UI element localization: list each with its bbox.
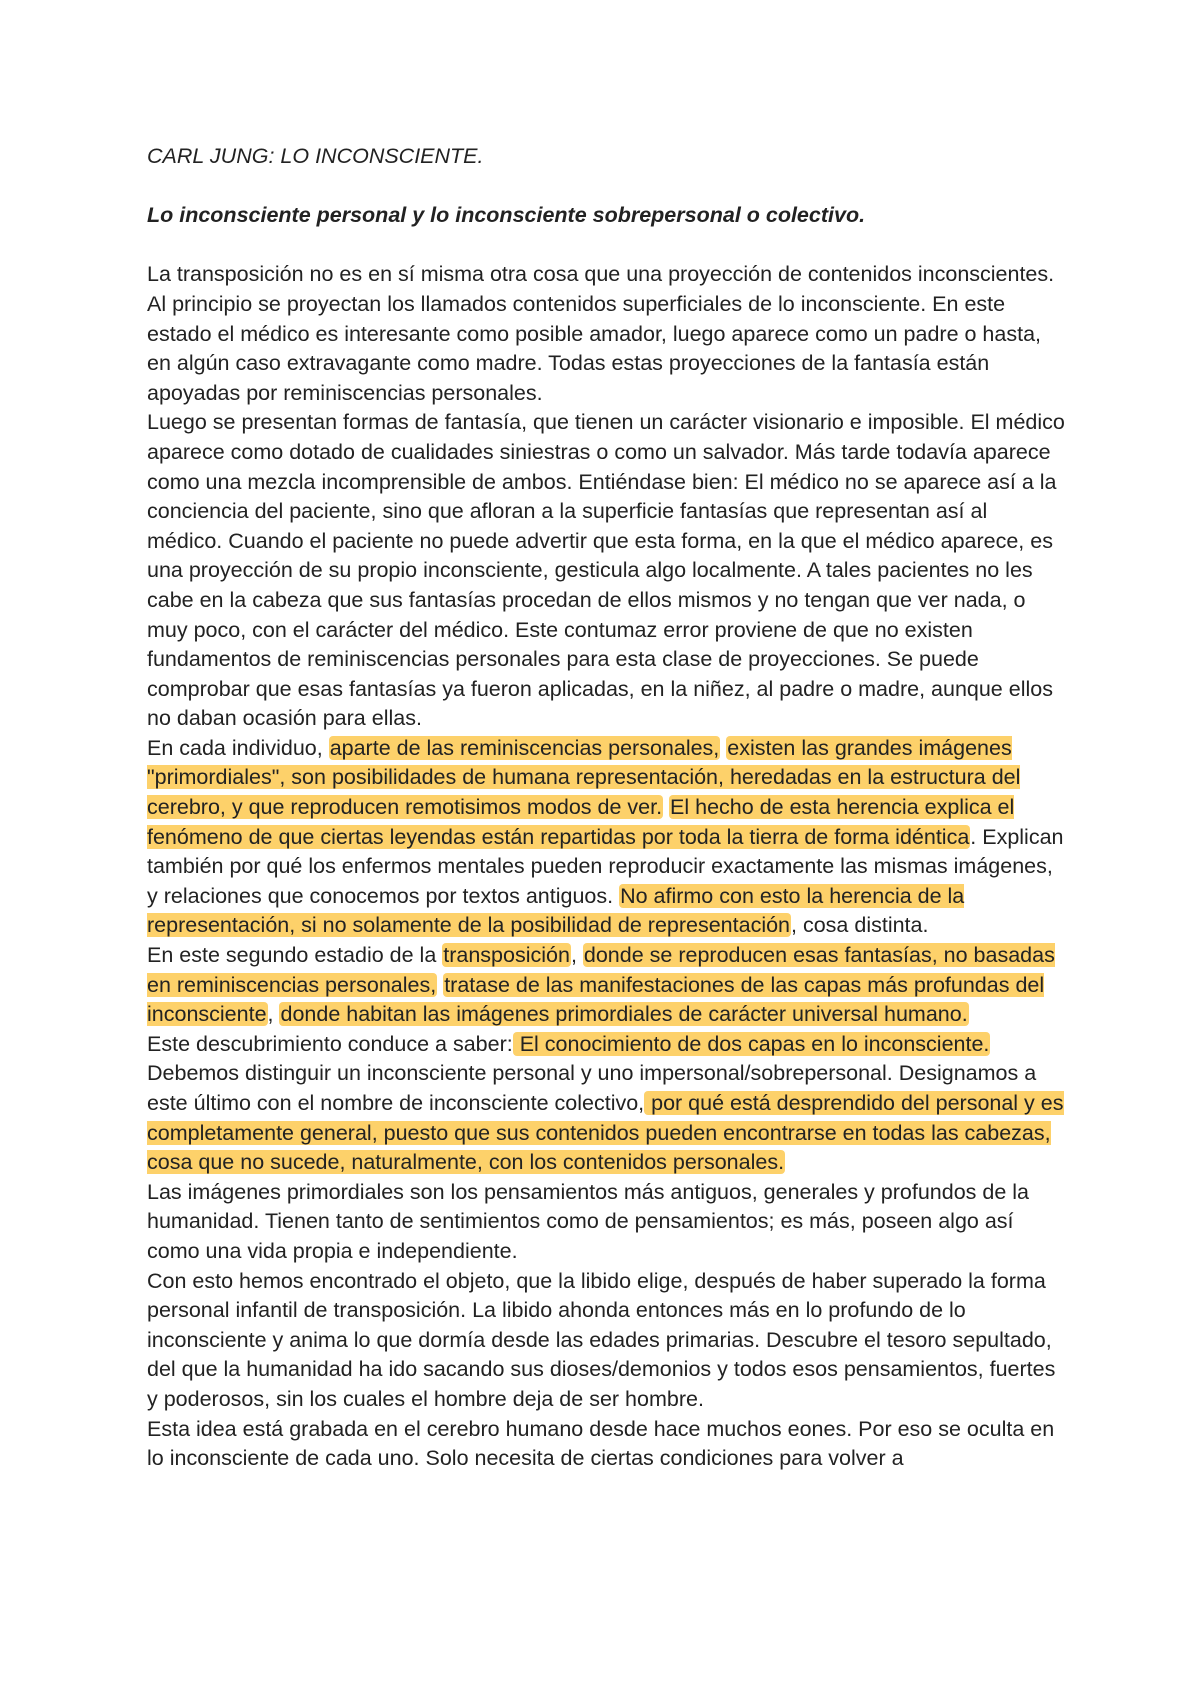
text-segment: Luego se presentan formas de fantasía, que tienen un carácter visionario e imposible. El médico aparece como dotado de cualidades siniestras o como un salvador. Más tarde todavía aparece como una mezcla incomprensible de ambos. Entiéndase bien: El médico no se aparece así a la conciencia del paciente, sino que afloran a la superficie fantasías que representan así al médico. Cuando el paciente no puede advertir que esta forma, en la que el médico aparece, es una proyección de su propio inconsciente, gesticula algo localmente. A tales pacientes no les cabe en la cabeza que sus fantasías procedan de ellos mismos y no tengan que ver nada, o muy poco, con el carácter del médico. Este contumaz error proviene de que no existen fundamentos de reminiscencias personales para esta clase de proyecciones. Se puede comprobar que esas fantasías ya fueron aplicadas, en la niñez, al padre o madre, aunque ellos no daban ocasión para ellas. — [147, 410, 1065, 731]
paragraph — [147, 941, 1067, 1030]
highlighted-text: transposición — [443, 943, 570, 968]
highlighted-text: aparte de las reminiscencias personales, — [329, 735, 720, 760]
text-segment: Las imágenes primordiales son los pensamientos más antiguos, generales y profundos de la humanidad. Tienen tanto de sentimientos como de pensamientos; es más, poseen algo así como una vida propia e independiente. — [147, 1179, 1030, 1263]
paragraph — [147, 1415, 1067, 1474]
paragraph — [147, 734, 1067, 941]
paragraph-list — [147, 260, 1067, 1473]
text-segment: , — [267, 1002, 280, 1027]
highlighted-text: existen las grandes imágenes "primordiales", son posibilidades de humana representación, heredadas en la estructura del cerebro, y que reproducen remotisimos modos de ver. — [147, 735, 1021, 820]
document-subtitle: Lo inconsciente personal y lo inconsciente sobrepersonal o colectivo. — [147, 203, 866, 228]
paragraph — [147, 1059, 1067, 1177]
highlighted-text: El hecho de esta herencia explica el fenómeno de que ciertas leyendas están repartidas por toda la tierra de forma idéntica — [147, 795, 1015, 849]
text-segment: Debemos distinguir un inconsciente personal y uno impersonal/sobrepersonal. Designamos a este último con el nombre de inconsciente colectivo, — [147, 1061, 1037, 1115]
text-segment: Con esto hemos encontrado el objeto, que la libido elige, después de haber superado la forma personal infantil de transposición. La libido ahonda entonces más en lo profundo de lo inconsciente y anima lo que dormía desde las edades primarias. Descubre el tesoro sepultado, del que la humanidad ha ido sacando sus dioses/demonios y todos esos pensamientos, fuertes y poderosos, sin los cuales el hombre deja de ser hombre. — [147, 1268, 1056, 1411]
paragraph — [147, 1030, 1067, 1060]
text-segment: La transposición no es en sí misma otra cosa que una proyección de contenidos inconscientes. Al principio se proyectan los llamados contenidos superficiales de lo inconsciente. En este estado el médico es interesante como posible amador, luego aparece como un padre o hasta, en algún caso extravagante como madre. Todas estas proyecciones de la fantasía están apoyadas por reminiscencias personales. — [147, 262, 1055, 405]
highlighted-text: El conocimiento de dos capas en lo inconsciente. — [513, 1031, 990, 1056]
highlighted-text: No afirmo con esto la herencia de la representación, si no solamente de la posibilidad de representación — [147, 883, 965, 938]
highlighted-text: donde habitan las imágenes primordiales de carácter universal humano. — [280, 1002, 968, 1027]
text-segment: Este descubrimiento conduce a saber: — [147, 1031, 513, 1056]
paragraph — [147, 408, 1067, 734]
document-title: CARL JUNG: LO INCONSCIENTE. — [147, 144, 484, 168]
text-segment: Esta idea está grabada en el cerebro humano desde hace muchos eones. Por eso se oculta en lo inconsciente de cada uno. Solo necesita de ciertas condiciones para volver a — [147, 1416, 1055, 1471]
text-segment: , — [570, 943, 583, 968]
text-segment: En este segundo estadio de la — [147, 943, 443, 968]
text-segment: En cada individuo, — [147, 735, 329, 760]
highlighted-text: tratase de las manifestaciones de las capas más profundas del inconsciente — [147, 972, 1045, 1027]
highlighted-text: donde se reproducen esas fantasías, no basadas en reminiscencias personales, — [147, 943, 1055, 997]
text-segment: . Explican también por qué los enfermos mentales pueden reproducir exactamente las mismas imágenes, y relaciones que conocemos por textos antiguos. — [147, 824, 1064, 908]
text-segment: , cosa distinta. — [791, 913, 929, 938]
highlighted-text: por qué está desprendido del personal y es completamente general, puesto que sus contenidos pueden encontrarse en todas las cabezas, cosa que no sucede, naturalmente, con los contenidos personales. — [147, 1091, 1064, 1175]
document-body — [147, 142, 1067, 1474]
paragraph — [147, 1267, 1067, 1415]
paragraph — [147, 1178, 1067, 1267]
paragraph — [147, 260, 1067, 408]
